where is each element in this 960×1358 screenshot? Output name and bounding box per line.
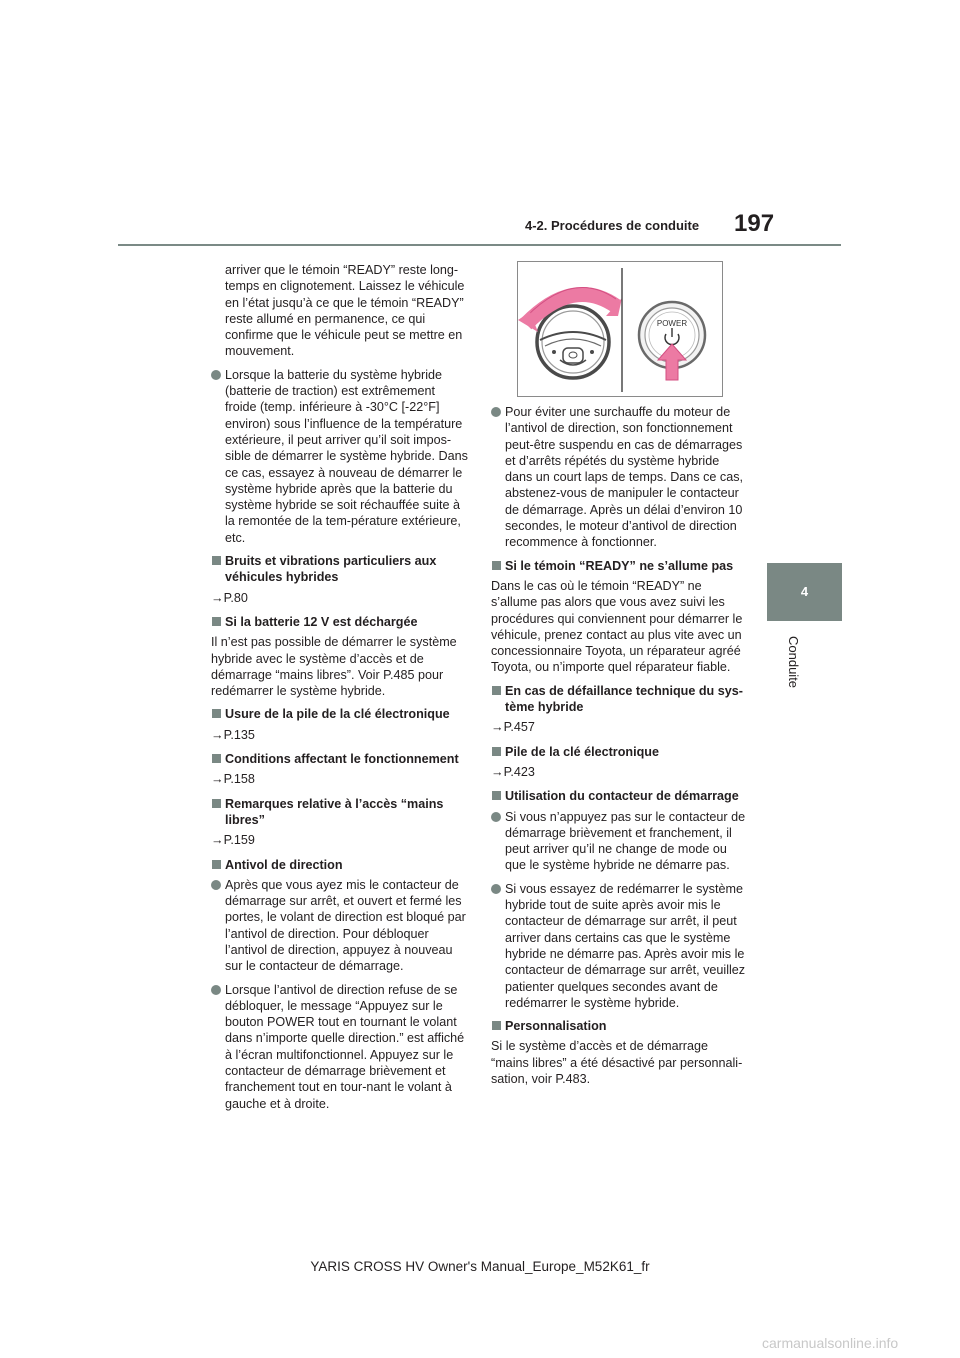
section-heading: Utilisation du contacteur de démarrage bbox=[491, 788, 749, 804]
left-column bbox=[211, 262, 469, 1119]
section-title: 4-2. Procédures de conduite bbox=[525, 218, 700, 233]
square-bullet-icon bbox=[212, 709, 221, 718]
section-heading: Si la batterie 12 V est déchargée bbox=[211, 614, 469, 630]
section-heading: En cas de défaillance technique du sys-tème hybride bbox=[491, 683, 749, 716]
bullet-text: Après que vous ayez mis le contacteur de démarrage sur arrêt, et ouvert et fermé les portes, le volant de direction est bloqué par l’antivol de direction. Pour débloquer l’antivol de direction, appuyez à nouveau sur le contacteur de démarrage. bbox=[225, 877, 466, 974]
section-heading: Antivol de direction bbox=[211, 857, 469, 873]
bullet-item bbox=[491, 809, 749, 874]
bullet-item bbox=[211, 367, 469, 546]
continued-paragraph: arriver que le témoin “READY” reste long-temps en clignotement. Laissez le véhicule en l’état jusqu’à ce que le témoin “READY” reste allumé en permanence, ce qui confirme que le véhicule peut se mettre en mouvement. bbox=[225, 263, 465, 359]
bullet-item bbox=[491, 881, 749, 1011]
square-bullet-icon bbox=[212, 799, 221, 808]
bullet-text: Si vous essayez de redémarrer le système hybride tout de suite après avoir mis le contacteur de démarrage sur arrêt, il peut arriver dans certains cas que le système hybride ne démarre pas. Après avoir mis le contacteur de démarrage sur arrêt, veuillez patienter quelques secondes avant de redémarrer le système hybride. bbox=[505, 881, 746, 1010]
steering-wheel-icon bbox=[537, 306, 609, 378]
bullet-dot-icon bbox=[491, 812, 501, 822]
bullet-item bbox=[211, 982, 469, 1112]
section-heading: Si le témoin “READY” ne s’allume pas bbox=[491, 558, 749, 574]
square-bullet-icon bbox=[212, 617, 221, 626]
steering-power-illustration bbox=[517, 261, 723, 397]
square-bullet-icon bbox=[492, 561, 501, 570]
section-heading: Personnalisation bbox=[491, 1018, 749, 1034]
square-bullet-icon bbox=[492, 791, 501, 800]
header-divider bbox=[118, 244, 841, 246]
page-reference[interactable]: →P.80 bbox=[211, 590, 248, 605]
square-bullet-icon bbox=[212, 860, 221, 869]
bullet-dot-icon bbox=[211, 370, 221, 380]
page-reference[interactable]: →P.457 bbox=[491, 720, 535, 735]
bullet-dot-icon bbox=[211, 880, 221, 890]
body-text: Il n’est pas possible de démarrer le système hybride avec le système d’accès et de démarrage “mains libres”. Voir P.485 pour redémarrer le système hybride. bbox=[211, 635, 457, 699]
footer-manual-id: YARIS CROSS HV Owner's Manual_Europe_M52K61_fr bbox=[310, 1259, 650, 1274]
bullet-text: Si vous n’appuyez pas sur le contacteur de démarrage brièvement et franchement, il peut arriver qu’il ne change de mode ou que le système hybride ne démarre pas. bbox=[505, 809, 746, 873]
body-text: Si le système d’accès et de démarrage “mains libres” a été désactivé par personnali-sation, voir P.483. bbox=[491, 1039, 743, 1086]
square-bullet-icon bbox=[492, 747, 501, 756]
section-heading: Bruits et vibrations particuliers aux véhicules hybrides bbox=[211, 553, 469, 586]
body-text: Dans le cas où le témoin “READY” ne s’allume pas alors que vous avez suivi les procédures qui conviennent pour démarrer le véhicule, prenez contact au plus vite avec un concessionnaire Toyota, un réparateur agréé Toyota, ou n’importe quel réparateur fiable. bbox=[491, 578, 743, 675]
page-number: 197 bbox=[734, 210, 775, 237]
bullet-dot-icon bbox=[491, 407, 501, 417]
page-reference[interactable]: →P.159 bbox=[211, 833, 255, 848]
page-reference[interactable]: →P.423 bbox=[491, 764, 535, 779]
section-heading: Pile de la clé électronique bbox=[491, 744, 749, 760]
section-heading: Conditions affectant le fonctionnement bbox=[211, 751, 469, 767]
square-bullet-icon bbox=[212, 556, 221, 565]
square-bullet-icon bbox=[492, 686, 501, 695]
right-column bbox=[491, 404, 749, 1094]
bullet-text: Pour éviter une surchauffe du moteur de l’antivol de direction, son fonctionnement peut-être suspendu en cas de démarrages et d’arrêts répétés du système hybride dans un court laps de temps. Dans ce cas, abstenez-vous de manipuler le contacteur de démarrage. Après un délai d’environ 10 secondes, le moteur d’antivol de direction recommence à fonctionner. bbox=[505, 405, 744, 550]
square-bullet-icon bbox=[212, 754, 221, 763]
bullet-item bbox=[491, 404, 749, 551]
page-reference[interactable]: →P.135 bbox=[211, 727, 255, 742]
page-reference[interactable]: →P.158 bbox=[211, 772, 255, 787]
power-label: POWER bbox=[656, 319, 688, 328]
square-bullet-icon bbox=[492, 1021, 501, 1030]
bullet-dot-icon bbox=[491, 884, 501, 894]
watermark: carmanualsonline.info bbox=[762, 1335, 899, 1351]
bullet-text: Lorsque l’antivol de direction refuse de se débloquer, le message “Appuyez sur le bouton POWER tout en tournant le volant dans n’importe quelle direction.” est affiché à l’écran multifonctionnel. Appuyez sur le contacteur de démarrage brièvement et franchement tout en tour-nant le volant à gauche et à droite. bbox=[225, 982, 465, 1111]
bullet-dot-icon bbox=[211, 985, 221, 995]
section-heading: Remarques relative à l’accès “mains libres” bbox=[211, 796, 469, 829]
illustration-svg bbox=[518, 262, 722, 396]
section-heading: Usure de la pile de la clé électronique bbox=[211, 706, 469, 722]
chapter-tab[interactable]: 4 bbox=[767, 563, 842, 621]
bullet-item bbox=[211, 877, 469, 975]
chapter-label: Conduite bbox=[786, 636, 801, 689]
bullet-text: Lorsque la batterie du système hybride (batterie de traction) est extrêmement froide (temp. inférieure à -30°C [-22°F] environ) sous l’influence de la température extérieure, il peut arriver qu’il soit impos-sible de démarrer le système hybride. Dans ce cas, essayez à nouveau de démarrer le système hybride après que la batterie du système hybride se soit réchauffée suite à la remontée de la tem-pérature extérieure, etc. bbox=[225, 367, 468, 545]
